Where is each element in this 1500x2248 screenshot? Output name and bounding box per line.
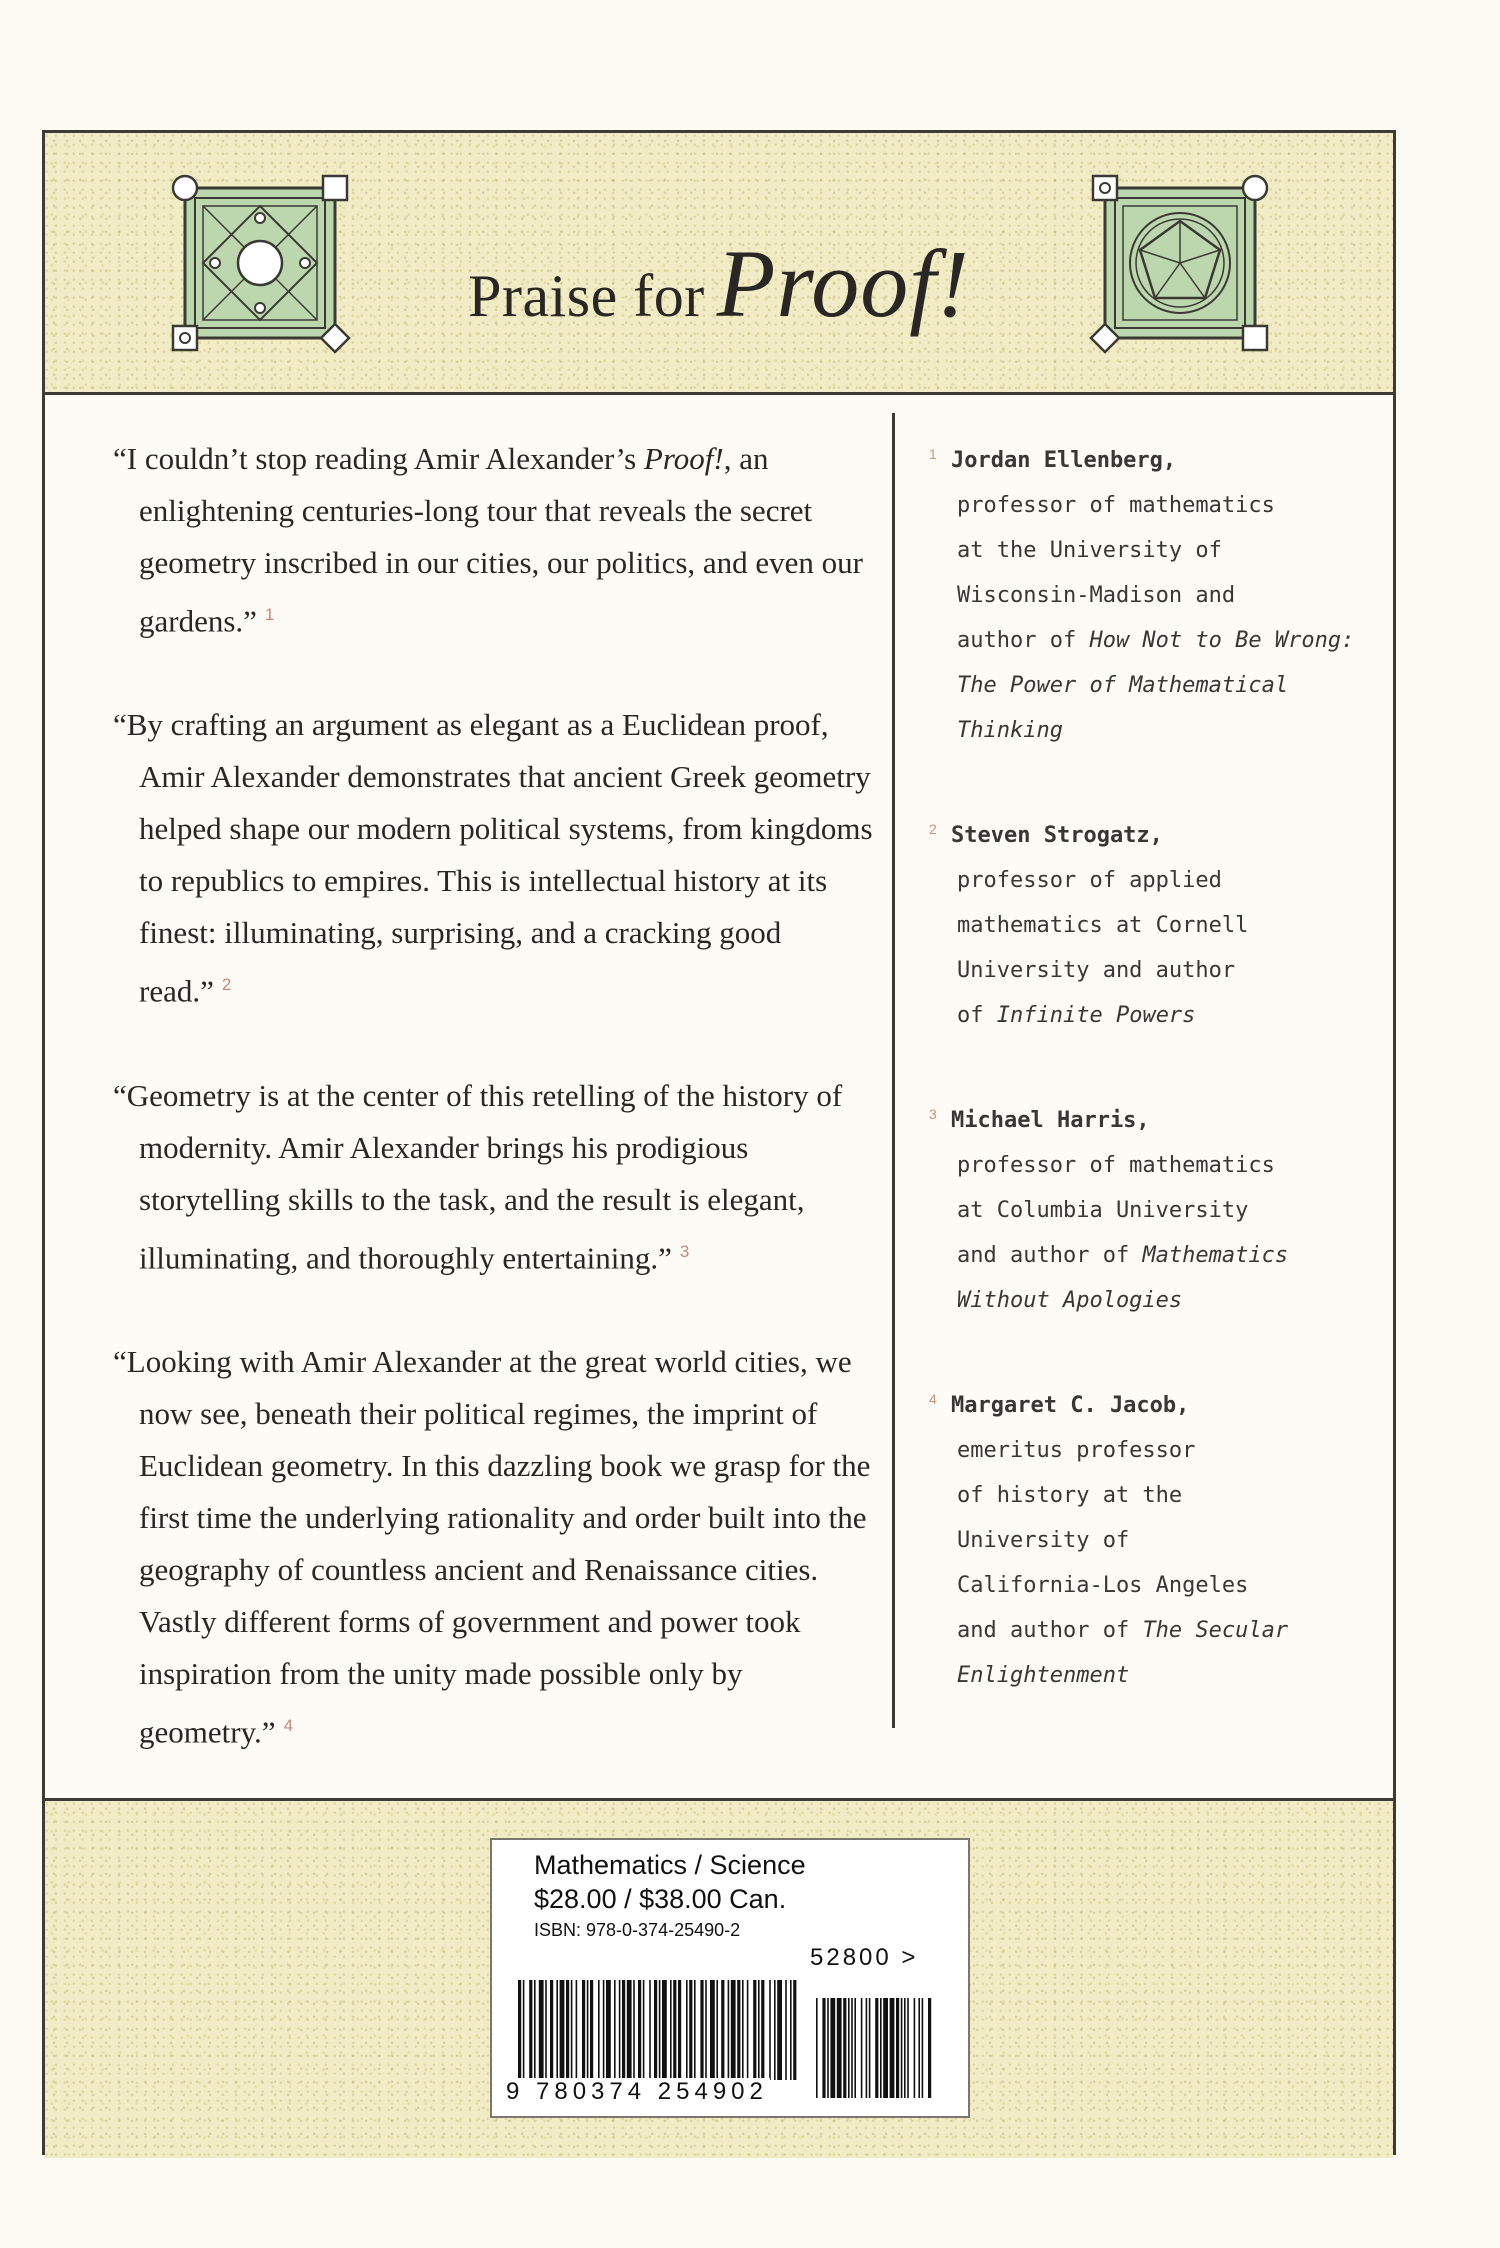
attributions xyxy=(929,438,1381,1758)
title-prefix: Praise for xyxy=(468,263,705,329)
quote-1: “I couldn’t stop reading Amir Alexander’s Proof!, an enlightening centuries-long tour that reveals the secret geometry inscribed in our cities, our politics, and even our gardens.” $^1$ xyxy=(113,441,864,639)
attribution-1: 1 Jordan Ellenberg, professor of mathematics at the University of Wisconsin-Madison and author of How Not to Be Wrong: The Power of Mathematical Thinking xyxy=(951,438,1381,753)
book-title: How Not to Be Wrong: The Power of Mathematical Thinking xyxy=(957,628,1355,743)
barcode-digits: 9 780374 254902 xyxy=(506,2078,768,2105)
barcode-label xyxy=(490,1838,970,2118)
attribution-number: 3 xyxy=(929,1106,937,1122)
footnote-marker: 4 xyxy=(283,1715,294,1735)
attribution-number: 4 xyxy=(929,1391,937,1407)
isbn-label: ISBN: 978-0-374-25490-2 xyxy=(534,1920,741,1940)
attribution-name: Steven Strogatz, xyxy=(951,823,1163,848)
footnote-marker: 1 xyxy=(264,605,275,624)
header-band xyxy=(45,133,1393,395)
attribution-number: 1 xyxy=(929,446,937,462)
praise-quotes xyxy=(113,433,873,1810)
book-title: The Secular Enlightenment xyxy=(957,1618,1289,1688)
addon-number: 52800 > xyxy=(810,1944,919,1971)
book-title: Mathematics Without Apologies xyxy=(957,1243,1289,1313)
price-label: $28.00 / $38.00 Can. xyxy=(534,1884,787,1914)
attribution-number: 2 xyxy=(929,821,937,837)
footnote-marker: 3 xyxy=(679,1241,690,1261)
quote-title-em: Proof! xyxy=(643,441,724,476)
title-main: Proof! xyxy=(716,230,970,337)
category-label: Mathematics / Science xyxy=(534,1850,806,1880)
attribution-4: 4 Margaret C. Jacob, emeritus professor of history at the University of California-Los Angeles and author of The Secular Enlightenment xyxy=(951,1383,1381,1698)
quote-2: “By crafting an argument as elegant as a Euclidean proof, Amir Alexander demonstrates that ancient Greek geometry helped shape our modern political systems, from kingdoms to republics to empires. This is intellectual history at its finest: illuminating, surprising, and a cracking good read.” $^2$ xyxy=(113,707,873,1009)
attribution-3: 3 Michael Harris, professor of mathematics at Columbia University and author of Mathematics Without Apologies xyxy=(951,1098,1381,1323)
quote-3: “Geometry is at the center of this retelling of the history of modernity. Amir Alexander brings his prodigious storytelling skills to the task, and the result is elegant, illuminating, and thoroughly entertaining.” $^3$ xyxy=(113,1077,843,1275)
attribution-name: Margaret C. Jacob, xyxy=(951,1393,1190,1418)
footnote-marker: 2 xyxy=(221,975,232,995)
quote-4: “Looking with Amir Alexander at the great world cities, we now see, beneath their political regimes, the imprint of Euclidean geometry. In this dazzling book we grasp for the first time the underlying rationality and order built into the geography of countless ancient and Renaissance cities. Vastly different forms of government and power took inspiration from the unity made possible only by geometry.” $^4$ xyxy=(113,1343,871,1750)
attribution-2: 2 Steven Strogatz, professor of applied mathematics at Cornell University and author of Infinite Powers xyxy=(951,813,1381,1038)
attribution-name: Jordan Ellenberg, xyxy=(951,448,1177,473)
geometric-ornament-right-icon xyxy=(1085,168,1275,358)
column-divider xyxy=(892,413,895,1728)
book-title: Infinite Powers xyxy=(996,1003,1196,1028)
attribution-name: Michael Harris, xyxy=(951,1108,1150,1133)
